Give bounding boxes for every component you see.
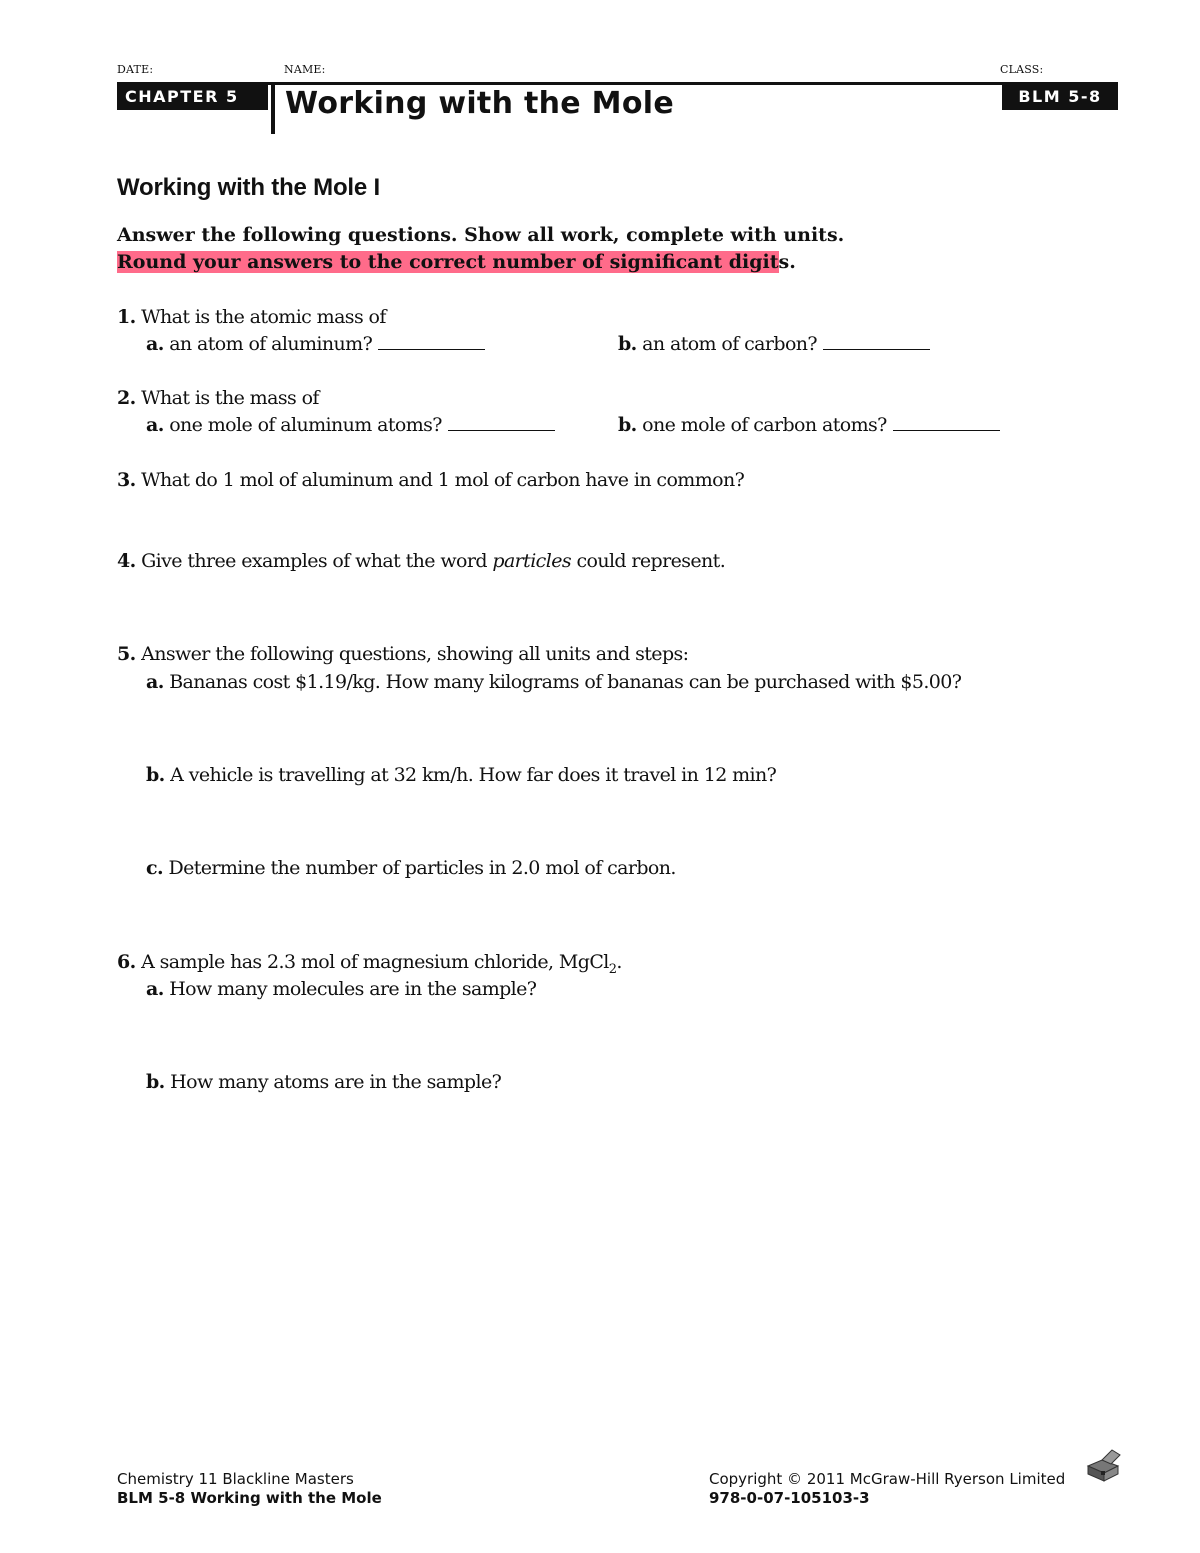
section-title: Working with the Mole I	[117, 174, 380, 201]
part-text: one mole of aluminum atoms?	[169, 414, 442, 436]
question-6b	[146, 1071, 501, 1093]
question-4	[117, 550, 725, 572]
part-label: a.	[146, 333, 164, 355]
part-label: b.	[618, 414, 637, 436]
answer-blank[interactable]	[823, 335, 930, 350]
chapter-badge	[117, 84, 268, 110]
answer-blank[interactable]	[448, 416, 555, 431]
footer-left-line-2: BLM 5-8 Working with the Mole	[117, 1489, 382, 1507]
question-text: What do 1 mol of aluminum and 1 mol of carbon have in common?	[141, 469, 745, 491]
question-5b	[146, 764, 776, 786]
answer-blank[interactable]	[378, 335, 485, 350]
question-number: 1.	[117, 306, 136, 328]
question-5	[117, 643, 688, 665]
italic-term: particles	[492, 550, 571, 572]
question-1a	[146, 333, 485, 355]
footer-isbn: 978-0-07-105103-3	[709, 1489, 870, 1507]
question-number: 3.	[117, 469, 136, 491]
part-label: b.	[146, 1071, 165, 1093]
question-2	[117, 387, 319, 409]
part-text: How many atoms are in the sample?	[170, 1071, 502, 1093]
question-text-end: .	[616, 951, 622, 973]
part-label: b.	[146, 764, 165, 786]
instruction-line-2	[117, 251, 796, 273]
question-6	[117, 951, 622, 977]
part-label: a.	[146, 414, 164, 436]
footer-copyright: Copyright © 2011 McGraw-Hill Ryerson Limited	[709, 1470, 1066, 1488]
date-label: DATE:	[117, 63, 154, 76]
part-text: an atom of aluminum?	[169, 333, 373, 355]
part-text: A vehicle is travelling at 32 km/h. How far does it travel in 12 min?	[170, 764, 777, 786]
question-3	[117, 469, 744, 491]
treasure-chest-icon	[1084, 1446, 1122, 1484]
highlighted-instruction: Round your answers to the correct number of significant digit	[117, 251, 779, 273]
question-1b	[618, 333, 930, 355]
question-text-before: Give three examples of what the word	[141, 550, 493, 572]
chapter-label: CHAPTER 5	[125, 87, 239, 106]
blm-label: BLM 5-8	[1018, 87, 1102, 106]
title-vertical-rule	[271, 84, 275, 134]
part-text: an atom of carbon?	[642, 333, 818, 355]
part-label: a.	[146, 978, 164, 1000]
answer-blank[interactable]	[893, 416, 1000, 431]
question-number: 2.	[117, 387, 136, 409]
part-text: Bananas cost $1.19/kg. How many kilograms of bananas can be purchased with $5.00?	[169, 671, 962, 693]
question-text: What is the atomic mass of	[141, 306, 386, 328]
name-label: NAME:	[284, 63, 326, 76]
question-text-after: could represent.	[571, 550, 726, 572]
part-label: a.	[146, 671, 164, 693]
class-label: CLASS:	[1000, 63, 1044, 76]
question-text: A sample has 2.3 mol of magnesium chloride, MgCl	[141, 951, 609, 973]
question-6a	[146, 978, 536, 1000]
instruction-line-2-rest: s.	[778, 251, 796, 273]
part-text: Determine the number of particles in 2.0 mol of carbon.	[168, 857, 676, 879]
question-number: 4.	[117, 550, 136, 572]
question-text: Answer the following questions, showing all units and steps:	[141, 643, 689, 665]
question-2b	[618, 414, 1000, 436]
part-label: b.	[618, 333, 637, 355]
question-number: 6.	[117, 951, 136, 973]
part-label: c.	[146, 857, 163, 879]
question-5c	[146, 857, 676, 879]
question-number: 5.	[117, 643, 136, 665]
instruction-line-1: Answer the following questions. Show all work, complete with units.	[117, 224, 845, 246]
subscript: 2	[608, 961, 617, 977]
blm-badge	[1002, 84, 1118, 110]
question-text: What is the mass of	[141, 387, 319, 409]
part-text: one mole of carbon atoms?	[642, 414, 887, 436]
part-text: How many molecules are in the sample?	[169, 978, 537, 1000]
footer-left-line-1: Chemistry 11 Blackline Masters	[117, 1470, 354, 1488]
question-5a	[146, 671, 961, 693]
question-1	[117, 306, 386, 328]
question-2a	[146, 414, 555, 436]
page-title: Working with the Mole	[285, 86, 674, 121]
